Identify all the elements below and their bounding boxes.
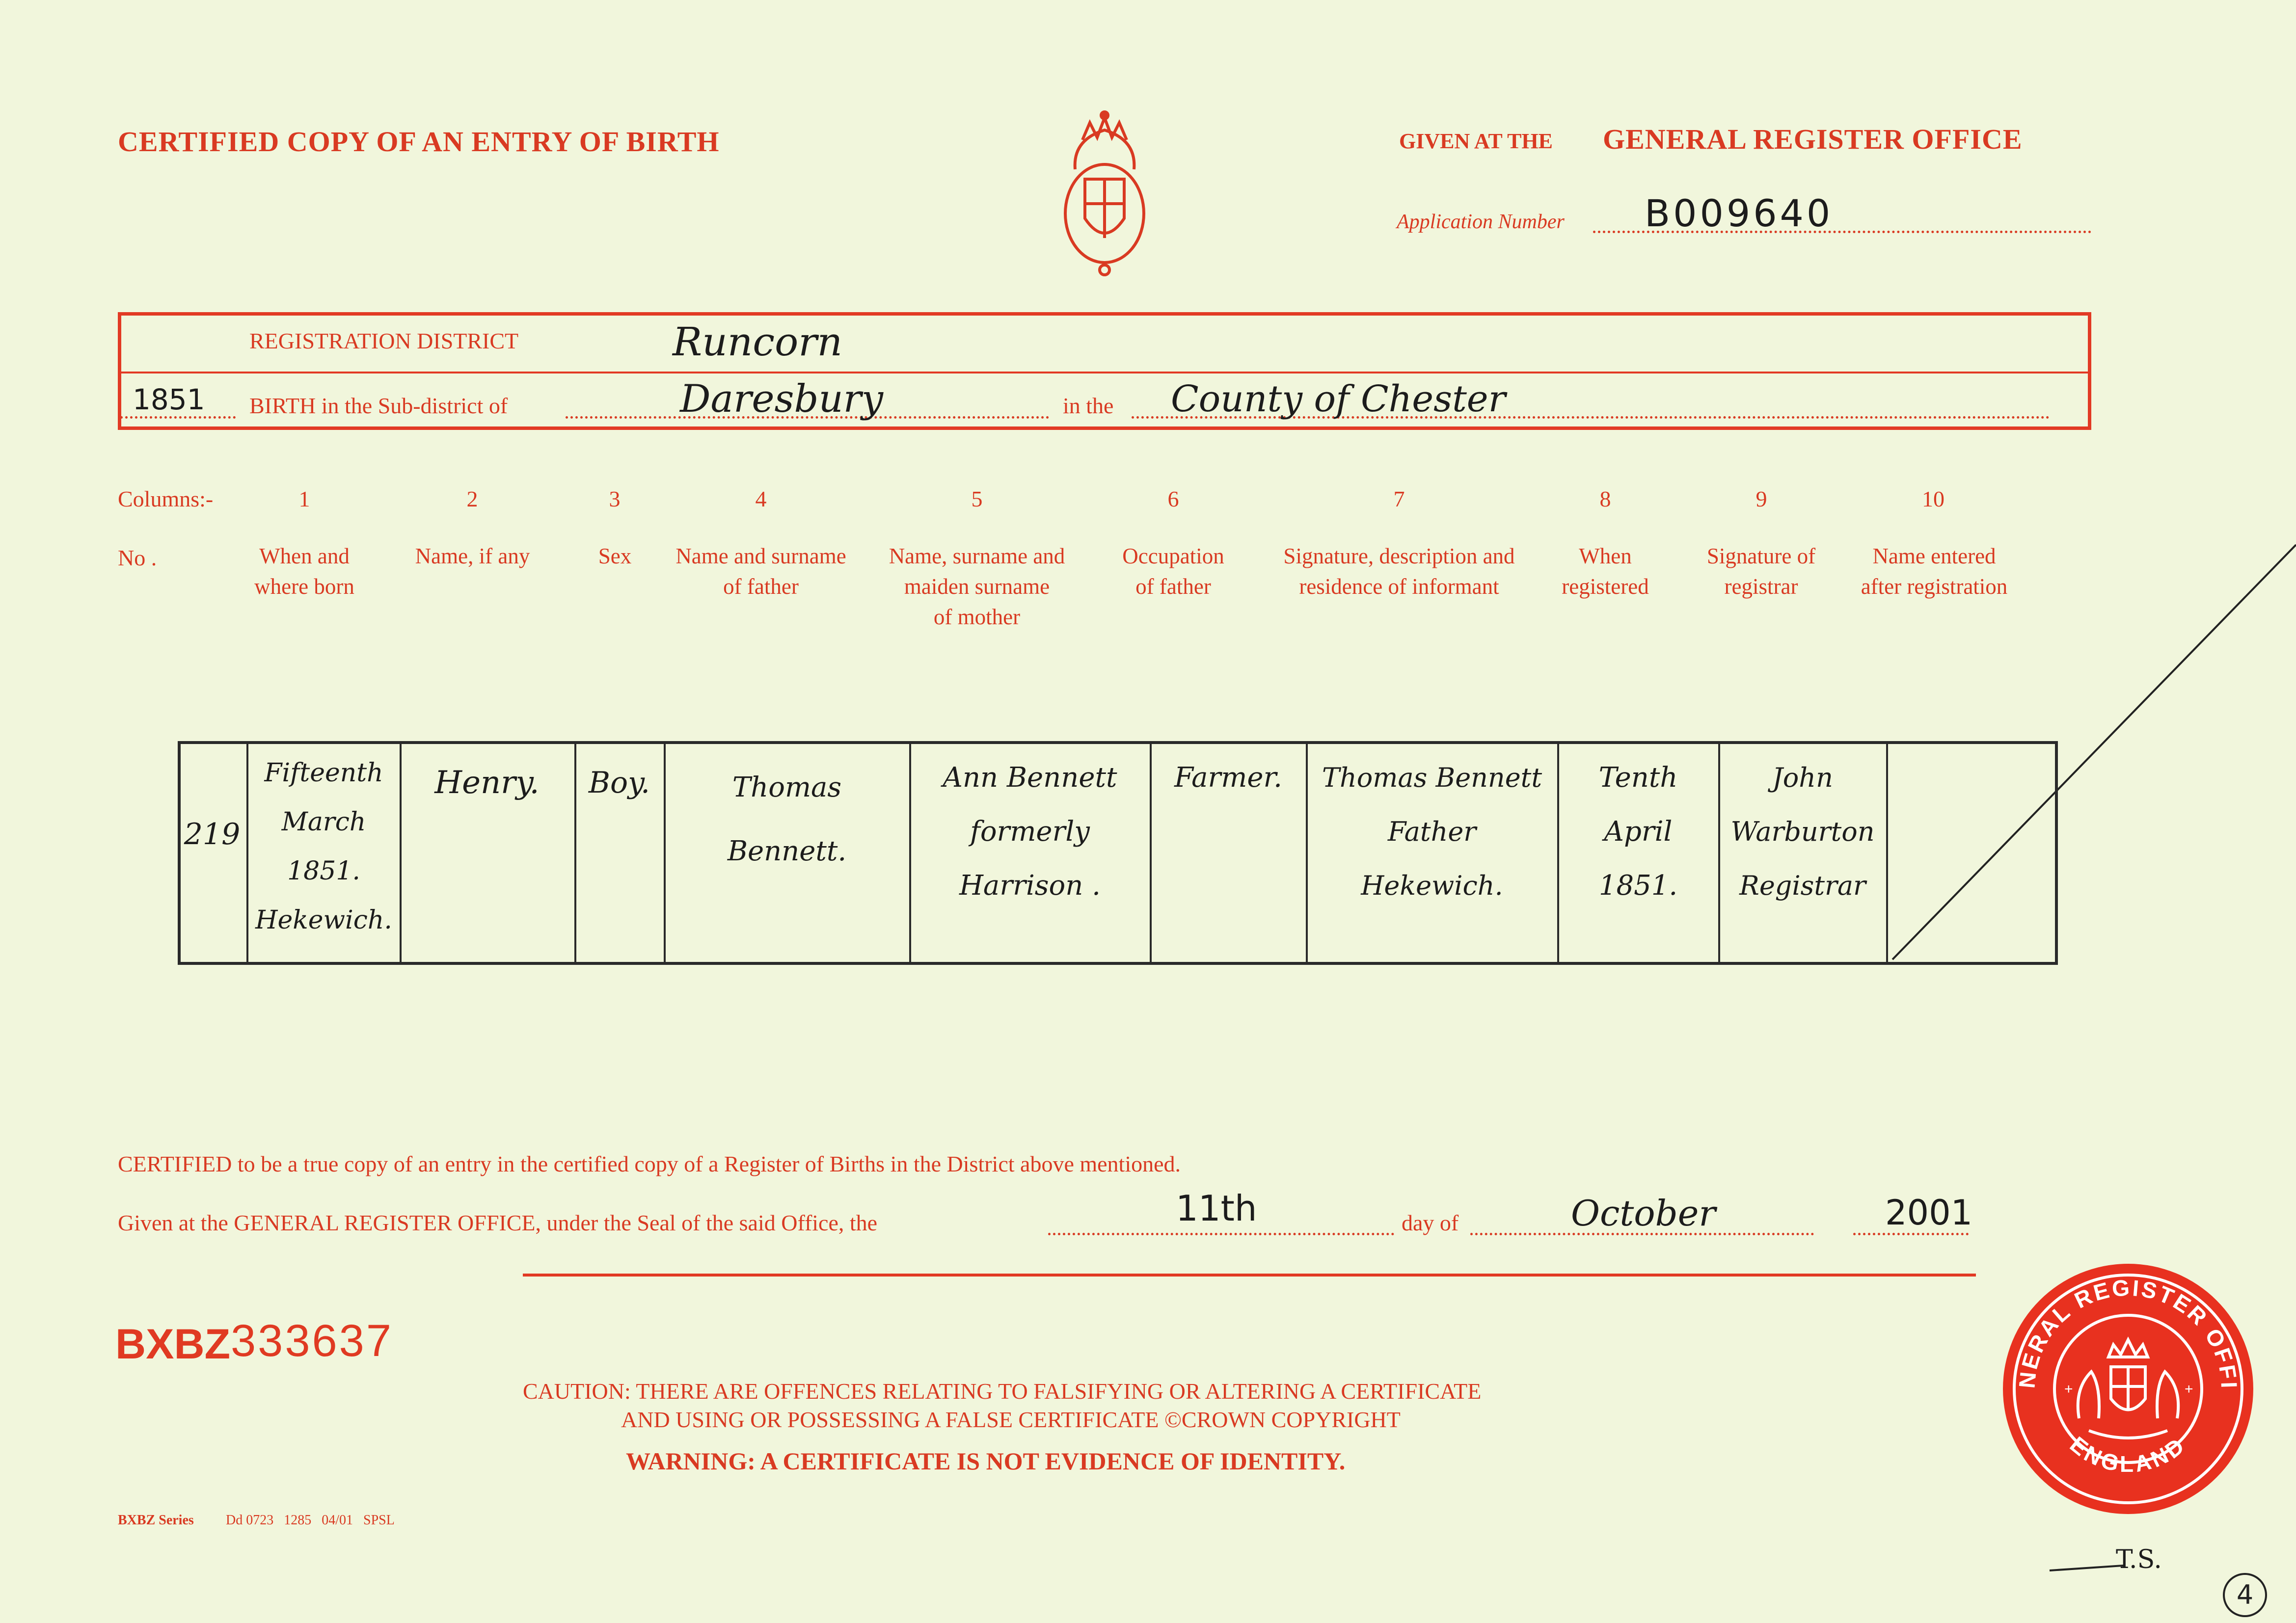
page-number-circle xyxy=(2223,1573,2267,1617)
column-header-line: Name and surname xyxy=(675,544,846,568)
entry-when-where-born xyxy=(249,748,399,945)
day-line xyxy=(1048,1233,1394,1235)
footer-series: BXBZ Series xyxy=(118,1513,194,1528)
columns-label: Columns:- xyxy=(118,486,214,511)
day-of-label: day of xyxy=(1402,1210,1459,1235)
in-the-label: in the xyxy=(1063,393,1114,418)
column-header-line: where born xyxy=(254,574,354,599)
year-of-certificate-line xyxy=(1853,1233,1969,1235)
column-number-8: 8 xyxy=(1599,486,1611,511)
entry-line: Warburton xyxy=(1730,816,1875,847)
entry-father xyxy=(666,756,908,883)
entry-name xyxy=(401,756,573,810)
application-number-value: B009640 xyxy=(1645,191,1834,235)
entry-line: Registrar xyxy=(1739,870,1866,901)
column-number-3: 3 xyxy=(609,486,621,511)
entry-line: John xyxy=(1772,762,1833,793)
entry-column-divider xyxy=(1886,741,1888,965)
application-number-label: Application Number xyxy=(1397,211,1565,233)
column-number-5: 5 xyxy=(971,486,983,511)
margin-initials: T.S. xyxy=(2116,1545,2162,1574)
svg-text:+: + xyxy=(2064,1381,2073,1397)
margin-initials-underline xyxy=(2047,1561,2126,1575)
registration-year: 1851 xyxy=(133,383,205,416)
column-number-2: 2 xyxy=(466,486,478,511)
year-value: 2001 xyxy=(1885,1193,1973,1233)
page-number: 4 xyxy=(2236,1579,2254,1610)
entry-line: Harrison . xyxy=(959,870,1101,902)
column-header-line: When and xyxy=(259,544,350,568)
column-header-line: Occupation xyxy=(1122,544,1224,568)
column-header-line: Name, surname and xyxy=(889,544,1065,568)
column-number-10: 10 xyxy=(1922,486,1945,511)
serial-number: 333637 xyxy=(231,1316,393,1366)
entry-number: 219 xyxy=(184,817,241,851)
entry-line: March xyxy=(281,807,366,837)
column-number-9: 9 xyxy=(1756,486,1767,511)
entry-line: Boy. xyxy=(588,766,650,800)
entry-line: Thomas Bennett xyxy=(1322,762,1542,793)
caution-line-2: AND USING OR POSSESSING A FALSE CERTIFICATE ©CROWN COPYRIGHT xyxy=(621,1407,1401,1432)
certification-rule xyxy=(523,1274,1976,1277)
subdistrict-label: BIRTH in the Sub-district of xyxy=(249,393,508,418)
general-register-office-seal xyxy=(2000,1261,2256,1517)
entry-line: formerly xyxy=(970,816,1090,848)
entry-line: 1851. xyxy=(287,856,360,886)
caution-line-1: CAUTION: THERE ARE OFFENCES RELATING TO FALSIFYING OR ALTERING A CERTIFICATE xyxy=(523,1379,1482,1404)
entry-line: Hekewich. xyxy=(255,905,392,935)
column-header-line: Name, if any xyxy=(415,544,530,568)
column-header-line: of father xyxy=(723,574,799,599)
entry-line: Henry. xyxy=(434,765,540,801)
column-number-1: 1 xyxy=(298,486,310,511)
entry-table xyxy=(178,741,2058,965)
column-header-line: maiden surname xyxy=(904,574,1050,599)
entry-line: 1851. xyxy=(1598,870,1678,902)
column-header-line: of mother xyxy=(933,605,1021,629)
day-value: 11th xyxy=(1176,1188,1257,1229)
seal-ring-text-bottom: ENGLAND xyxy=(2065,1431,2191,1477)
column-header-line: Signature of xyxy=(1706,544,1816,568)
entry-line: Ann Bennett xyxy=(943,762,1117,794)
column-number-6: 6 xyxy=(1167,486,1179,511)
footer-codes: Dd 0723 1285 04/01 SPSL xyxy=(226,1513,395,1528)
entry-line: Father xyxy=(1387,816,1477,847)
given-at-office: GENERAL REGISTER OFFICE xyxy=(1603,123,2023,155)
identity-warning: WARNING: A CERTIFICATE IS NOT EVIDENCE OF IDENTITY. xyxy=(626,1447,1346,1475)
entry-registrar xyxy=(1720,751,1885,913)
registration-district-value: Runcorn xyxy=(673,319,843,365)
entry-line: Hekewich. xyxy=(1361,870,1503,901)
no-column-header: No . xyxy=(118,545,157,570)
column-number-4: 4 xyxy=(755,486,767,511)
column-header-line: Name entered xyxy=(1872,544,1996,568)
entry-when-registered xyxy=(1559,751,1717,913)
column-header-line: residence of informant xyxy=(1299,574,1499,599)
given-at-prefix: GIVEN AT THE xyxy=(1399,129,1553,153)
county-value: County of Chester xyxy=(1171,378,1506,420)
entry-informant xyxy=(1308,751,1556,913)
registration-district-label: REGISTRATION DISTRICT xyxy=(249,328,519,353)
serial-prefix: BXBZ xyxy=(115,1321,231,1368)
entry-occupation xyxy=(1152,751,1305,805)
certificate-title: CERTIFIED COPY OF AN ENTRY OF BIRTH xyxy=(118,126,720,158)
column-header-line: registrar xyxy=(1724,574,1798,599)
svg-text:+: + xyxy=(2185,1381,2193,1397)
entry-line: Bennett. xyxy=(727,835,847,867)
month-value: October xyxy=(1571,1193,1716,1234)
seal-ring-text-top: NERAL REGISTER OFFI xyxy=(2014,1275,2242,1390)
column-number-7: 7 xyxy=(1393,486,1405,511)
column-header-line: registered xyxy=(1562,574,1649,599)
entry-line: April xyxy=(1604,816,1673,848)
entry-sex xyxy=(576,756,662,810)
column-header-line: after registration xyxy=(1861,574,2008,599)
entry-line: Farmer. xyxy=(1174,762,1282,794)
entry-mother xyxy=(911,751,1149,913)
subdistrict-value: Daresbury xyxy=(680,377,884,421)
column-header-line: of father xyxy=(1135,574,1211,599)
certification-statement: CERTIFIED to be a true copy of an entry in the certified copy of a Register of Births in the District above mentioned. xyxy=(118,1151,1181,1176)
column-header-line: Signature, description and xyxy=(1283,544,1515,568)
entry-column-divider xyxy=(664,741,666,965)
entry-column-divider xyxy=(246,741,248,965)
entry-line: Fifteenth xyxy=(264,758,383,788)
column-header-line: Sex xyxy=(598,544,632,568)
entry-line: Thomas xyxy=(732,772,842,803)
column-header-line: When xyxy=(1579,544,1632,568)
certification-given-at: Given at the GENERAL REGISTER OFFICE, under the Seal of the said Office, the xyxy=(118,1210,878,1235)
entry-line: Tenth xyxy=(1598,762,1678,794)
